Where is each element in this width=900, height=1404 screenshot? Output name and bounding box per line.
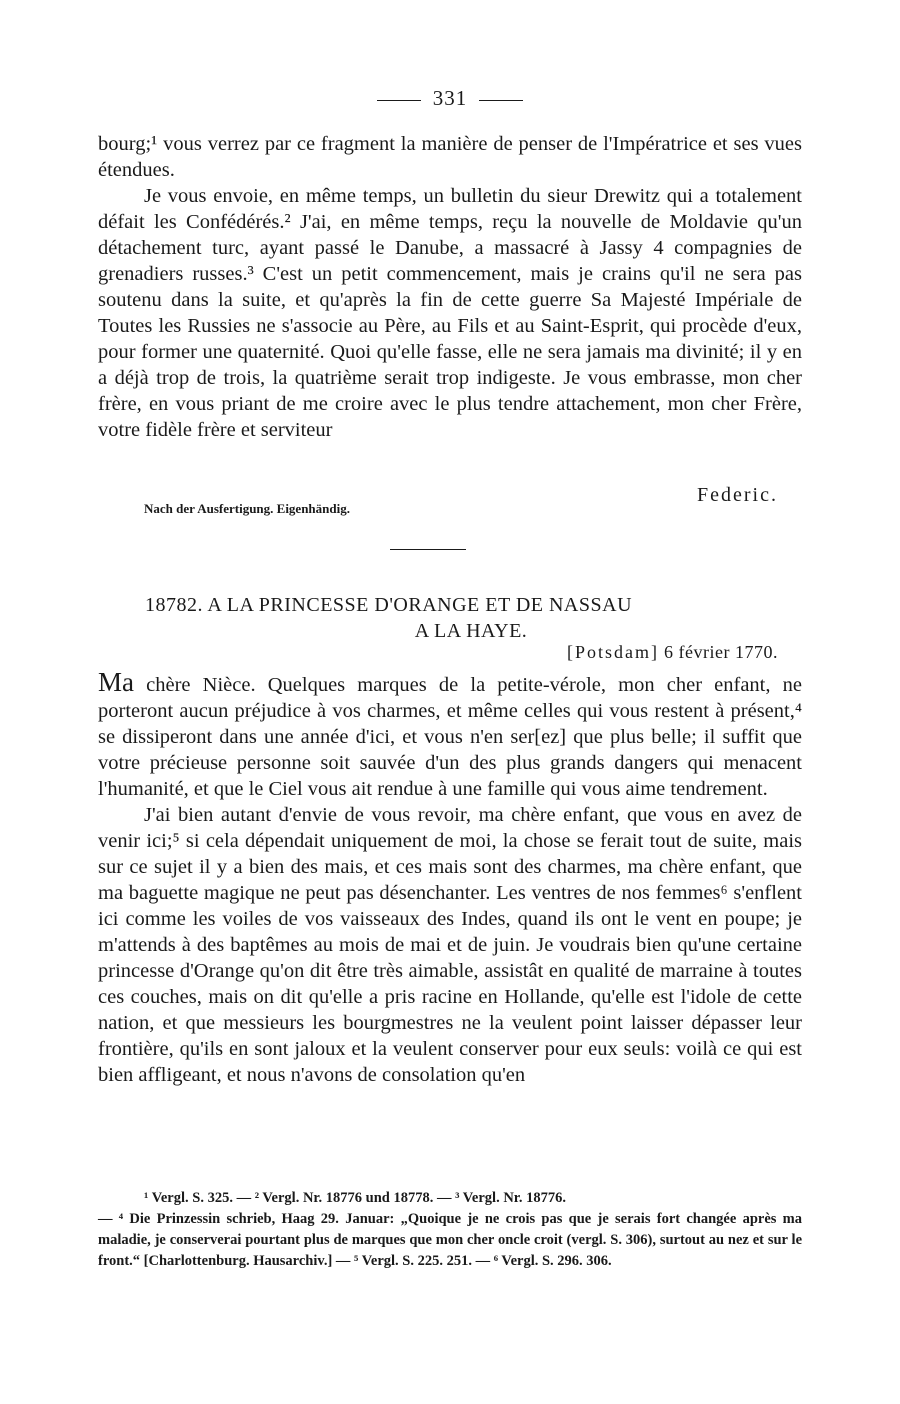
letter1-body	[98, 131, 802, 443]
signature: Federic.	[697, 484, 778, 506]
dateline-date: 6 février 1770.	[664, 642, 778, 662]
footnote-line-1: ¹ Vergl. S. 325. — ² Vergl. Nr. 18776 und 18778. — ³ Vergl. Nr. 18776.	[144, 1190, 567, 1206]
dateline-place: [Potsdam]	[567, 642, 660, 662]
dropcap: Ma	[98, 667, 134, 697]
header-dash-right	[479, 100, 523, 101]
header-dash-left	[377, 100, 421, 101]
letter1-paragraph-2: Je vous envoie, en même temps, un bulletin du sieur Drewitz qui a totalement défait les Confédérés.² J'ai, en même temps, reçu la nouvelle de Moldavie qu'un détachement turc, ayant passé le Danube, a massacré à Jassy 4 compagnies de grenadiers russes.³ C'est un petit commencement, mais je crains qu'il ne sera pas soutenu dans la suite, et qu'après la fin de cette guerre Sa Majesté Impériale de Toutes les Russies ne s'associe au Père, au Fils et au Saint-Esprit, qui procède d'eux, pour former une quaternité. Quoi qu'elle fasse, elle ne sera jamais ma divinité; il y en a déjà trop de trois, la quatrième serait trop indigeste. Je vous embrasse, mon cher frère, en vous priant de me croire avec le plus tendre attachement, mon cher Frère, votre fidèle frère et serviteur	[98, 185, 802, 441]
letter2-body	[98, 669, 802, 1088]
letter2-heading	[145, 592, 757, 644]
letter2-paragraph-2: J'ai bien autant d'envie de vous revoir, ma chère enfant, que vous en avez de venir ici;⁵ si cela dépendait uniquement de moi, la chose se ferait tout de suite, mais sur ce sujet il y a bien des mais, et ces mais sont des charmes, ma chère enfant, que ma baguette magique ne peut pas désenchanter. Les ventres de nos femmes⁶ s'enflent ici comme les voiles de vos vaisseaux des Indes, quand ils ont le vent en poupe; je m'attends à des baptêmes au mois de mai et de juin. Je voudrais bien qu'une certaine princesse d'Orange qu'on dit être très aimable, assistât en qualité de marraine à toutes ces couches, mais on dit qu'elle a pris racine en Hollande, qu'elle est l'idole de cette nation, et que messieurs les bourgmestres ne la veulent point laisser dépasser leur frontière, qu'ils en sont jaloux et la veulent conserver pour eux seuls: voilà ce qui est bien affligeant, et nous n'avons de consolation qu'en	[98, 804, 802, 1086]
source-note: Nach der Ausfertigung. Eigenhändig.	[144, 501, 350, 516]
letter1-paragraph-1: bourg;¹ vous verrez par ce fragment la manière de penser de l'Impératrice et ses vues étendues.	[98, 133, 802, 181]
section-separator	[390, 549, 466, 550]
letter2-heading-line2: A LA HAYE.	[414, 620, 528, 642]
page-number: 331	[432, 86, 468, 110]
footnote-rest: — ⁴ Die Prinzessin schrieb, Haag 29. Januar: „Quoique je ne crois pas que je serais fort changée après ma maladie, je conserverai pourtant plus de marques que mon cher oncle croit (vergl. S. 306), surtout au nez et sur le front.“ [Charlottenburg. Hausarchiv.] — ⁵ Vergl. S. 225. 251. — ⁶ Vergl. S. 296. 306.	[98, 1211, 802, 1269]
letter2-heading-line1: 18782. A LA PRINCESSE D'ORANGE ET DE NASSAU	[145, 594, 633, 616]
dateline	[567, 642, 778, 663]
footnotes	[98, 1188, 802, 1272]
page-header	[0, 86, 900, 111]
letter2-paragraph-1-text: chère Nièce. Quelques marques de la petite-vérole, mon cher enfant, ne porteront aucun préjudice à vos charmes, et même celles qui vous restent à présent,⁴ se dissiperont dans une année d'ici, et vous n'en ser[ez] que plus belle; il suffit que votre précieuse personne soit sauvée d'un des plus grands dangers qui menacent l'humanité, et que le Ciel vous ait rendue à une famille qui vous aime tendrement.	[98, 674, 802, 800]
letter2-paragraph-1	[98, 669, 802, 802]
